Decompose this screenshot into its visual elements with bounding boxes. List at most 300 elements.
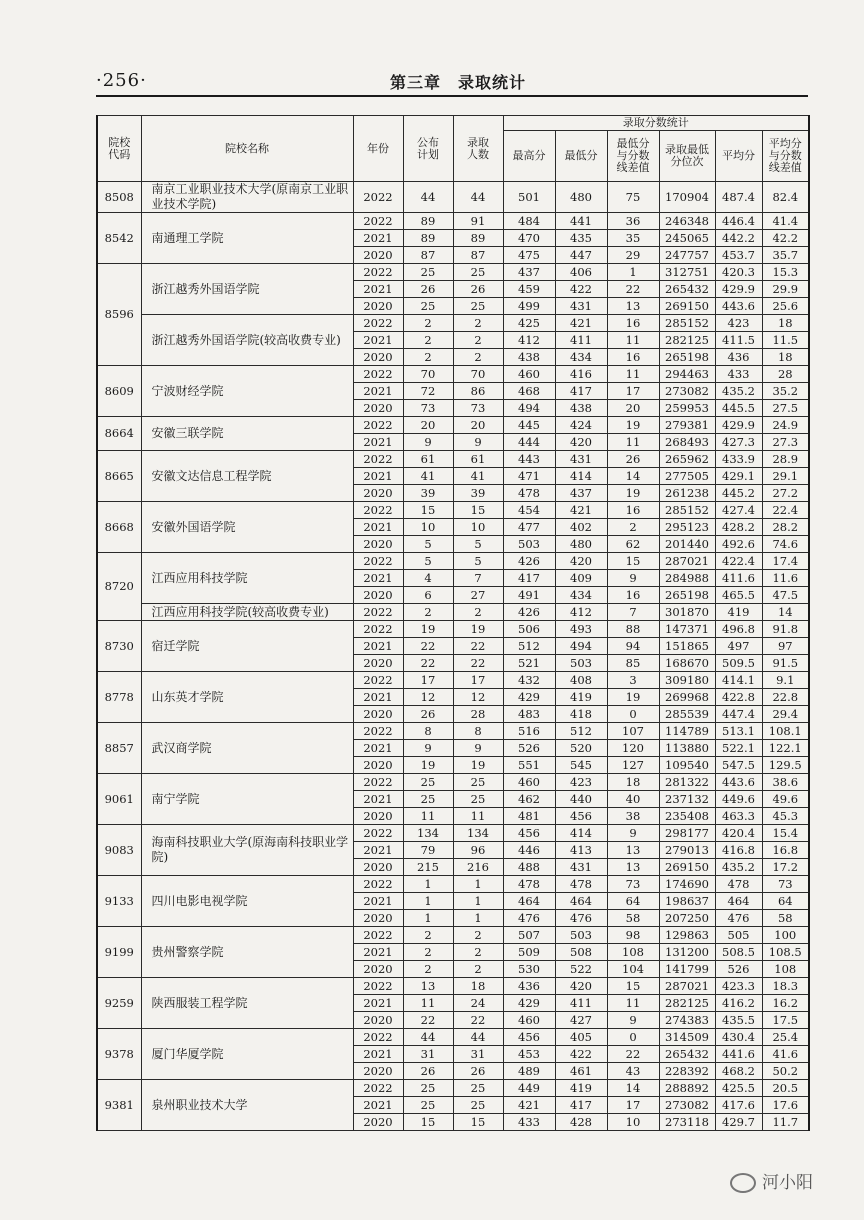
avg-diff-cell: 29.9 [762, 281, 809, 298]
avg-score-cell: 423.3 [715, 978, 762, 995]
avg-score-cell: 445.5 [715, 400, 762, 417]
avg-diff-cell: 82.4 [762, 182, 809, 213]
max-score-cell: 476 [503, 910, 555, 927]
min-diff-cell: 98 [607, 927, 659, 944]
min-rank-cell: 285152 [659, 315, 715, 332]
avg-score-cell: 492.6 [715, 536, 762, 553]
table-row [97, 978, 809, 995]
min-score-cell: 522 [555, 961, 607, 978]
min-score-cell: 411 [555, 995, 607, 1012]
avg-score-cell: 417.6 [715, 1097, 762, 1114]
school-name: 武汉商学院 [141, 723, 353, 774]
year-cell: 2020 [353, 536, 403, 553]
avg-diff-cell: 91.5 [762, 655, 809, 672]
min-diff-cell: 104 [607, 961, 659, 978]
admitted-cell: 70 [453, 366, 503, 383]
admitted-cell: 26 [453, 281, 503, 298]
plan-cell: 70 [403, 366, 453, 383]
year-cell: 2020 [353, 961, 403, 978]
min-rank-cell: 298177 [659, 825, 715, 842]
max-score-cell: 421 [503, 1097, 555, 1114]
max-score-cell: 478 [503, 876, 555, 893]
admitted-cell: 39 [453, 485, 503, 502]
year-cell: 2022 [353, 264, 403, 281]
year-cell: 2022 [353, 825, 403, 842]
min-rank-cell: 201440 [659, 536, 715, 553]
school-code: 8730 [97, 621, 141, 672]
plan-cell: 26 [403, 1063, 453, 1080]
table-row [97, 604, 809, 621]
min-score-cell: 420 [555, 434, 607, 451]
min-score-cell: 441 [555, 213, 607, 230]
admitted-cell: 31 [453, 1046, 503, 1063]
year-cell: 2022 [353, 1080, 403, 1097]
table-row [97, 213, 809, 230]
min-diff-cell: 19 [607, 485, 659, 502]
max-score-cell: 449 [503, 1080, 555, 1097]
avg-score-cell: 463.3 [715, 808, 762, 825]
wechat-watermark [730, 1168, 813, 1193]
admitted-cell: 8 [453, 723, 503, 740]
admitted-cell: 20 [453, 417, 503, 434]
table-row [97, 264, 809, 281]
min-score-cell: 418 [555, 706, 607, 723]
max-score-cell: 429 [503, 689, 555, 706]
min-rank-cell: 259953 [659, 400, 715, 417]
year-cell: 2021 [353, 740, 403, 757]
avg-diff-cell: 17.4 [762, 553, 809, 570]
min-rank-cell: 228392 [659, 1063, 715, 1080]
min-score-cell: 424 [555, 417, 607, 434]
min-score-cell: 476 [555, 910, 607, 927]
year-cell: 2021 [353, 281, 403, 298]
min-rank-cell: 198637 [659, 893, 715, 910]
school-code: 8668 [97, 502, 141, 553]
plan-cell: 25 [403, 1080, 453, 1097]
school-name: 宿迁学院 [141, 621, 353, 672]
plan-cell: 2 [403, 944, 453, 961]
admitted-cell: 86 [453, 383, 503, 400]
table-row [97, 672, 809, 689]
avg-score-cell: 414.1 [715, 672, 762, 689]
min-score-cell: 422 [555, 1046, 607, 1063]
admitted-cell: 25 [453, 791, 503, 808]
avg-diff-cell: 16.8 [762, 842, 809, 859]
header-min-diff: 最低分 与分数 线差值 [607, 131, 659, 182]
avg-score-cell: 441.6 [715, 1046, 762, 1063]
min-rank-cell: 288892 [659, 1080, 715, 1097]
avg-score-cell: 497 [715, 638, 762, 655]
avg-diff-cell: 29.4 [762, 706, 809, 723]
min-rank-cell: 282125 [659, 332, 715, 349]
min-diff-cell: 13 [607, 842, 659, 859]
min-diff-cell: 0 [607, 706, 659, 723]
year-cell: 2021 [353, 383, 403, 400]
avg-score-cell: 465.5 [715, 587, 762, 604]
header-code: 院校 代码 [97, 116, 141, 182]
avg-diff-cell: 58 [762, 910, 809, 927]
year-cell: 2022 [353, 774, 403, 791]
avg-diff-cell: 108 [762, 961, 809, 978]
table-row [97, 417, 809, 434]
plan-cell: 15 [403, 1114, 453, 1131]
admitted-cell: 25 [453, 774, 503, 791]
min-rank-cell: 274383 [659, 1012, 715, 1029]
plan-cell: 1 [403, 876, 453, 893]
plan-cell: 61 [403, 451, 453, 468]
plan-cell: 5 [403, 553, 453, 570]
year-cell: 2020 [353, 349, 403, 366]
min-score-cell: 438 [555, 400, 607, 417]
admitted-cell: 15 [453, 1114, 503, 1131]
max-score-cell: 417 [503, 570, 555, 587]
admitted-cell: 22 [453, 655, 503, 672]
plan-cell: 25 [403, 298, 453, 315]
plan-cell: 1 [403, 910, 453, 927]
school-name: 浙江越秀外国语学院(较高收费专业) [141, 315, 353, 366]
min-rank-cell: 168670 [659, 655, 715, 672]
admitted-cell: 17 [453, 672, 503, 689]
min-score-cell: 545 [555, 757, 607, 774]
avg-diff-cell: 17.5 [762, 1012, 809, 1029]
min-diff-cell: 11 [607, 366, 659, 383]
school-name: 南宁学院 [141, 774, 353, 825]
max-score-cell: 444 [503, 434, 555, 451]
admitted-cell: 73 [453, 400, 503, 417]
max-score-cell: 468 [503, 383, 555, 400]
min-rank-cell: 301870 [659, 604, 715, 621]
year-cell: 2020 [353, 1063, 403, 1080]
year-cell: 2022 [353, 672, 403, 689]
max-score-cell: 499 [503, 298, 555, 315]
admitted-cell: 10 [453, 519, 503, 536]
min-rank-cell: 269150 [659, 298, 715, 315]
avg-score-cell: 442.2 [715, 230, 762, 247]
avg-diff-cell: 18.3 [762, 978, 809, 995]
max-score-cell: 494 [503, 400, 555, 417]
admitted-cell: 25 [453, 298, 503, 315]
school-code: 9061 [97, 774, 141, 825]
avg-score-cell: 427.4 [715, 502, 762, 519]
avg-score-cell: 429.9 [715, 281, 762, 298]
avg-score-cell: 526 [715, 961, 762, 978]
plan-cell: 31 [403, 1046, 453, 1063]
school-name: 南京工业职业技术大学(原南京工业职业技术学院) [141, 182, 353, 213]
avg-score-cell: 425.5 [715, 1080, 762, 1097]
admission-table [96, 115, 810, 1131]
year-cell: 2021 [353, 519, 403, 536]
max-score-cell: 446 [503, 842, 555, 859]
max-score-cell: 432 [503, 672, 555, 689]
avg-score-cell: 435.2 [715, 383, 762, 400]
year-cell: 2021 [353, 332, 403, 349]
school-code: 9133 [97, 876, 141, 927]
plan-cell: 26 [403, 706, 453, 723]
min-diff-cell: 13 [607, 298, 659, 315]
min-score-cell: 420 [555, 978, 607, 995]
min-diff-cell: 94 [607, 638, 659, 655]
school-name: 江西应用科技学院(较高收费专业) [141, 604, 353, 621]
min-score-cell: 406 [555, 264, 607, 281]
avg-score-cell: 423 [715, 315, 762, 332]
min-score-cell: 456 [555, 808, 607, 825]
school-code: 9381 [97, 1080, 141, 1131]
avg-score-cell: 468.2 [715, 1063, 762, 1080]
avg-score-cell: 429.1 [715, 468, 762, 485]
plan-cell: 22 [403, 655, 453, 672]
max-score-cell: 443 [503, 451, 555, 468]
year-cell: 2022 [353, 315, 403, 332]
min-rank-cell: 141799 [659, 961, 715, 978]
max-score-cell: 412 [503, 332, 555, 349]
max-score-cell: 462 [503, 791, 555, 808]
avg-diff-cell: 42.2 [762, 230, 809, 247]
admitted-cell: 134 [453, 825, 503, 842]
year-cell: 2020 [353, 587, 403, 604]
avg-score-cell: 435.5 [715, 1012, 762, 1029]
min-rank-cell: 265198 [659, 349, 715, 366]
admitted-cell: 7 [453, 570, 503, 587]
table-row [97, 927, 809, 944]
min-diff-cell: 43 [607, 1063, 659, 1080]
avg-score-cell: 509.5 [715, 655, 762, 672]
admitted-cell: 1 [453, 910, 503, 927]
max-score-cell: 509 [503, 944, 555, 961]
plan-cell: 26 [403, 281, 453, 298]
max-score-cell: 521 [503, 655, 555, 672]
avg-diff-cell: 27.3 [762, 434, 809, 451]
plan-cell: 73 [403, 400, 453, 417]
table-row [97, 502, 809, 519]
wechat-icon [730, 1173, 756, 1193]
header-avg-score: 平均分 [715, 131, 762, 182]
min-score-cell: 408 [555, 672, 607, 689]
min-rank-cell: 265432 [659, 281, 715, 298]
admitted-cell: 25 [453, 1080, 503, 1097]
year-cell: 2020 [353, 298, 403, 315]
min-diff-cell: 29 [607, 247, 659, 264]
min-score-cell: 414 [555, 825, 607, 842]
min-diff-cell: 62 [607, 536, 659, 553]
min-diff-cell: 14 [607, 468, 659, 485]
year-cell: 2022 [353, 927, 403, 944]
min-rank-cell: 151865 [659, 638, 715, 655]
school-name: 陕西服装工程学院 [141, 978, 353, 1029]
avg-diff-cell: 45.3 [762, 808, 809, 825]
avg-score-cell: 436 [715, 349, 762, 366]
school-code: 9259 [97, 978, 141, 1029]
admitted-cell: 22 [453, 1012, 503, 1029]
min-score-cell: 503 [555, 927, 607, 944]
min-diff-cell: 108 [607, 944, 659, 961]
max-score-cell: 503 [503, 536, 555, 553]
school-name: 厦门华厦学院 [141, 1029, 353, 1080]
min-diff-cell: 15 [607, 978, 659, 995]
avg-diff-cell: 129.5 [762, 757, 809, 774]
admitted-cell: 96 [453, 842, 503, 859]
year-cell: 2020 [353, 655, 403, 672]
admitted-cell: 87 [453, 247, 503, 264]
plan-cell: 72 [403, 383, 453, 400]
avg-diff-cell: 27.2 [762, 485, 809, 502]
min-diff-cell: 88 [607, 621, 659, 638]
page-number: ·256· [96, 70, 147, 91]
min-score-cell: 405 [555, 1029, 607, 1046]
avg-diff-cell: 14 [762, 604, 809, 621]
min-rank-cell: 285539 [659, 706, 715, 723]
min-diff-cell: 11 [607, 434, 659, 451]
avg-score-cell: 422.8 [715, 689, 762, 706]
avg-score-cell: 420.3 [715, 264, 762, 281]
year-cell: 2020 [353, 757, 403, 774]
min-rank-cell: 279013 [659, 842, 715, 859]
max-score-cell: 456 [503, 825, 555, 842]
min-score-cell: 417 [555, 1097, 607, 1114]
avg-diff-cell: 15.3 [762, 264, 809, 281]
avg-score-cell: 443.6 [715, 298, 762, 315]
avg-diff-cell: 47.5 [762, 587, 809, 604]
avg-diff-cell: 15.4 [762, 825, 809, 842]
plan-cell: 25 [403, 791, 453, 808]
min-diff-cell: 1 [607, 264, 659, 281]
admitted-cell: 89 [453, 230, 503, 247]
max-score-cell: 471 [503, 468, 555, 485]
min-score-cell: 434 [555, 349, 607, 366]
avg-score-cell: 445.2 [715, 485, 762, 502]
min-rank-cell: 129863 [659, 927, 715, 944]
admitted-cell: 91 [453, 213, 503, 230]
watermark-text: 河小阳 [762, 1173, 813, 1193]
admitted-cell: 216 [453, 859, 503, 876]
avg-diff-cell: 28.9 [762, 451, 809, 468]
year-cell: 2022 [353, 553, 403, 570]
school-name: 宁波财经学院 [141, 366, 353, 417]
year-cell: 2022 [353, 978, 403, 995]
year-cell: 2021 [353, 842, 403, 859]
plan-cell: 2 [403, 927, 453, 944]
max-score-cell: 433 [503, 1114, 555, 1131]
max-score-cell: 516 [503, 723, 555, 740]
avg-score-cell: 435.2 [715, 859, 762, 876]
min-diff-cell: 9 [607, 1012, 659, 1029]
min-score-cell: 423 [555, 774, 607, 791]
max-score-cell: 477 [503, 519, 555, 536]
min-score-cell: 440 [555, 791, 607, 808]
max-score-cell: 425 [503, 315, 555, 332]
plan-cell: 2 [403, 349, 453, 366]
school-code: 8857 [97, 723, 141, 774]
min-score-cell: 427 [555, 1012, 607, 1029]
avg-diff-cell: 22.4 [762, 502, 809, 519]
admitted-cell: 5 [453, 536, 503, 553]
min-rank-cell: 246348 [659, 213, 715, 230]
school-name: 贵州警察学院 [141, 927, 353, 978]
header-score-stats: 录取分数统计 [503, 116, 809, 131]
header-year: 年份 [353, 116, 403, 182]
avg-diff-cell: 9.1 [762, 672, 809, 689]
min-diff-cell: 58 [607, 910, 659, 927]
min-rank-cell: 273118 [659, 1114, 715, 1131]
chapter-title: 第三章 录取统计 [390, 73, 527, 92]
min-score-cell: 402 [555, 519, 607, 536]
table-row [97, 621, 809, 638]
school-code: 9378 [97, 1029, 141, 1080]
min-diff-cell: 18 [607, 774, 659, 791]
plan-cell: 22 [403, 638, 453, 655]
year-cell: 2021 [353, 1097, 403, 1114]
admission-table-wrapper [96, 115, 808, 1131]
min-diff-cell: 16 [607, 587, 659, 604]
min-rank-cell: 245065 [659, 230, 715, 247]
admitted-cell: 22 [453, 638, 503, 655]
min-diff-cell: 40 [607, 791, 659, 808]
admitted-cell: 2 [453, 927, 503, 944]
header-max-score: 最高分 [503, 131, 555, 182]
max-score-cell: 530 [503, 961, 555, 978]
avg-score-cell: 422.4 [715, 553, 762, 570]
year-cell: 2022 [353, 876, 403, 893]
min-rank-cell: 273082 [659, 1097, 715, 1114]
header-min-score: 最低分 [555, 131, 607, 182]
avg-score-cell: 476 [715, 910, 762, 927]
school-name: 安徽外国语学院 [141, 502, 353, 553]
header-avg-diff: 平均分 与分数 线差值 [762, 131, 809, 182]
min-score-cell: 434 [555, 587, 607, 604]
min-score-cell: 494 [555, 638, 607, 655]
min-diff-cell: 17 [607, 383, 659, 400]
school-code: 9199 [97, 927, 141, 978]
min-rank-cell: 277505 [659, 468, 715, 485]
plan-cell: 2 [403, 961, 453, 978]
max-score-cell: 506 [503, 621, 555, 638]
avg-diff-cell: 22.8 [762, 689, 809, 706]
admitted-cell: 9 [453, 434, 503, 451]
avg-diff-cell: 25.4 [762, 1029, 809, 1046]
min-diff-cell: 36 [607, 213, 659, 230]
min-score-cell: 520 [555, 740, 607, 757]
table-row [97, 553, 809, 570]
max-score-cell: 475 [503, 247, 555, 264]
avg-diff-cell: 18 [762, 315, 809, 332]
min-rank-cell: 113880 [659, 740, 715, 757]
min-rank-cell: 282125 [659, 995, 715, 1012]
min-diff-cell: 9 [607, 570, 659, 587]
avg-diff-cell: 28 [762, 366, 809, 383]
plan-cell: 1 [403, 893, 453, 910]
avg-diff-cell: 11.5 [762, 332, 809, 349]
min-score-cell: 431 [555, 859, 607, 876]
admitted-cell: 1 [453, 876, 503, 893]
max-score-cell: 551 [503, 757, 555, 774]
max-score-cell: 437 [503, 264, 555, 281]
max-score-cell: 507 [503, 927, 555, 944]
plan-cell: 25 [403, 1097, 453, 1114]
min-score-cell: 461 [555, 1063, 607, 1080]
avg-diff-cell: 108.1 [762, 723, 809, 740]
avg-score-cell: 513.1 [715, 723, 762, 740]
min-score-cell: 421 [555, 502, 607, 519]
avg-score-cell: 464 [715, 893, 762, 910]
plan-cell: 215 [403, 859, 453, 876]
avg-score-cell: 419 [715, 604, 762, 621]
year-cell: 2021 [353, 944, 403, 961]
min-diff-cell: 17 [607, 1097, 659, 1114]
school-code: 8665 [97, 451, 141, 502]
min-rank-cell: 265432 [659, 1046, 715, 1063]
min-diff-cell: 16 [607, 315, 659, 332]
min-diff-cell: 15 [607, 553, 659, 570]
avg-diff-cell: 41.6 [762, 1046, 809, 1063]
